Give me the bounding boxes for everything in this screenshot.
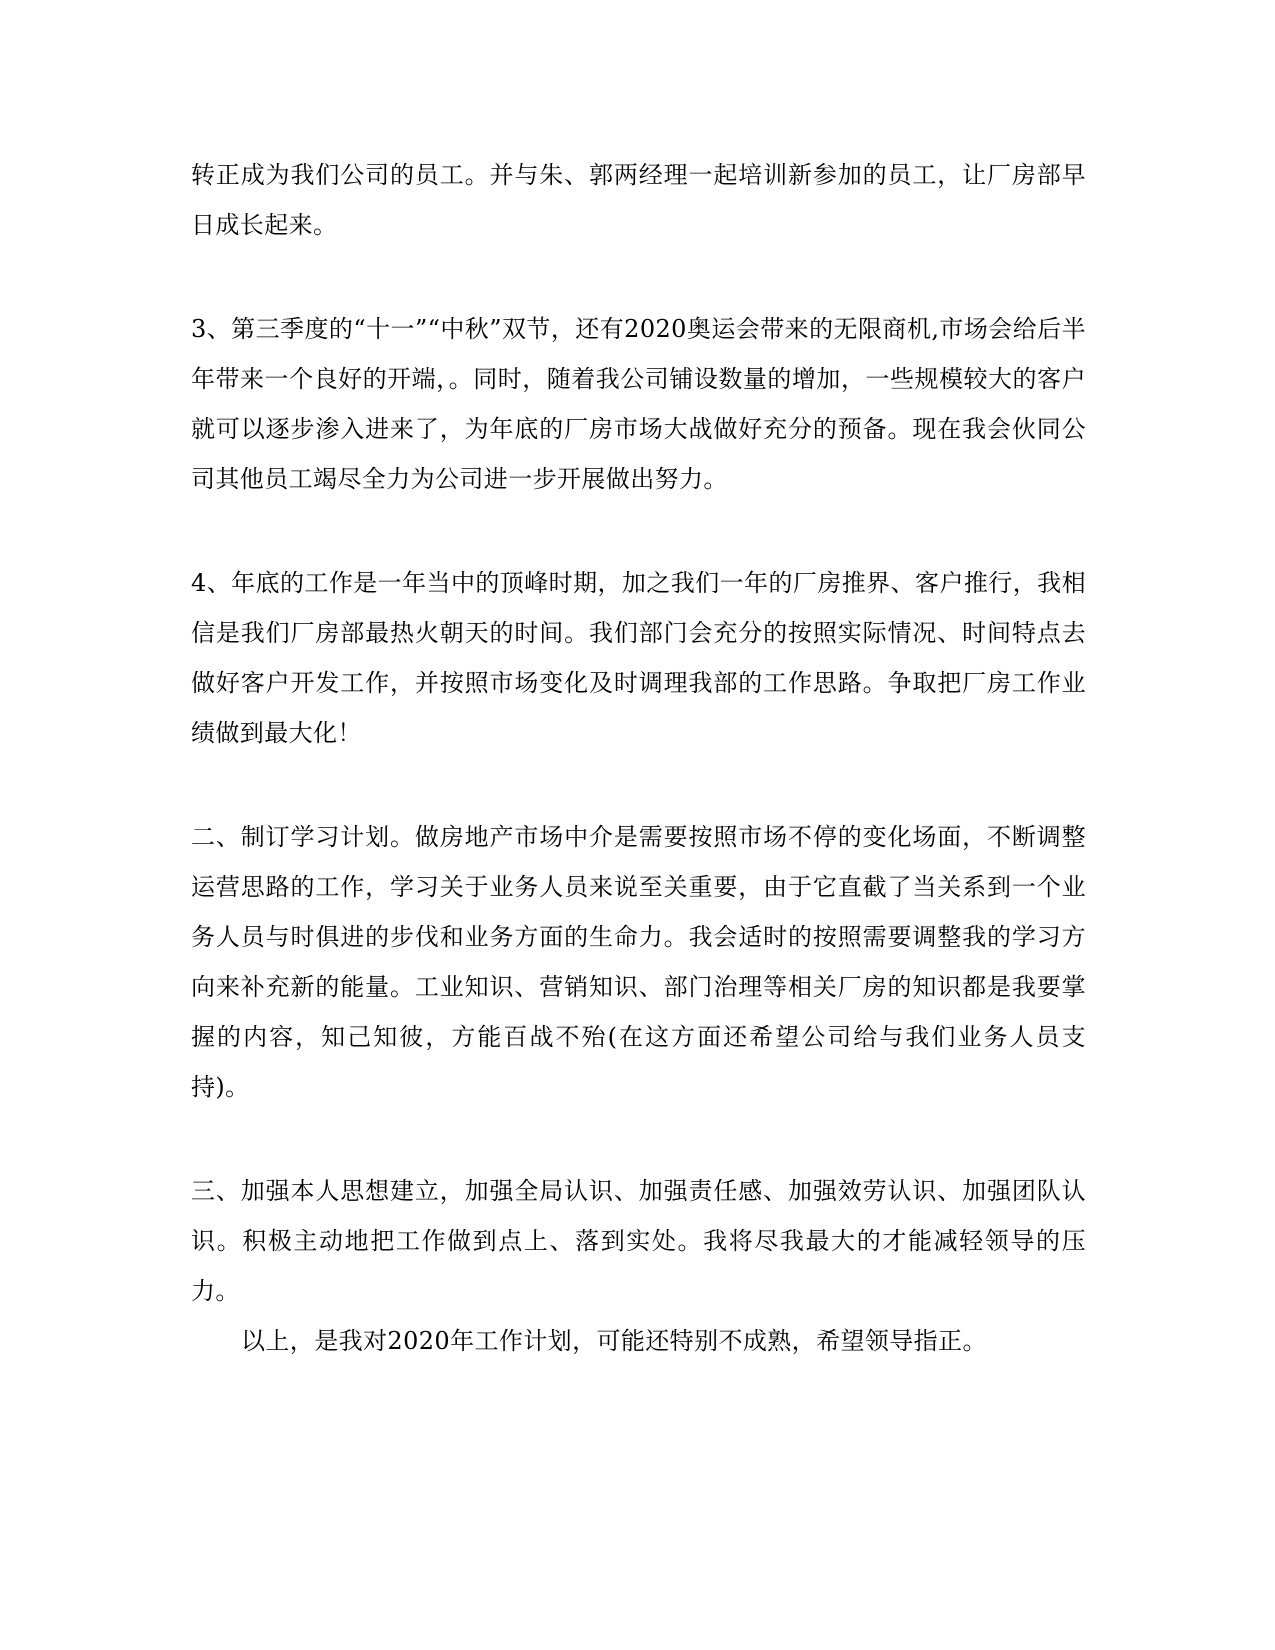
paragraph-gap [191,250,1086,304]
paragraph-item-3: 3、第三季度的“十一”“中秋”双节，还有2020奥运会带来的无限商机,市场会给后半年带来一个良好的开端，。同时，随着我公司铺设数量的增加，一些规模较大的客户就可以逐步渗入进来了，为年底的厂房市场大战做好充分的预备。现在我会伙同公司其他员工竭尽全力为公司进一步开展做出努力。 [191,315,1086,493]
paragraph-gap [191,758,1086,812]
document-body [191,150,1086,1366]
paragraph-item-4: 4、年底的工作是一年当中的顶峰时期，加之我们一年的厂房推界、客户推行，我相信是我们厂房部最热火朝天的时间。我们部门会充分的按照实际情况、时间特点去做好客户开发工作，并按照市场变化及时调理我部的工作思路。争取把厂房工作业绩做到最大化！ [191,569,1086,747]
paragraph-section-3-self-improvement: 三、加强本人思想建立，加强全局认识、加强责任感、加强效劳认识、加强团队认识。积极主动地把工作做到点上、落到实处。我将尽我最大的才能减轻领导的压力。 [191,1177,1086,1305]
paragraph-closing: 以上，是我对2020年工作计划，可能还特别不成熟，希望领导指正。 [241,1327,987,1355]
paragraph-gap [191,1112,1086,1166]
paragraph-continuation: 转正成为我们公司的员工。并与朱、郭两经理一起培训新参加的员工，让厂房部早日成长起来。 [191,161,1086,239]
paragraph-gap [191,504,1086,558]
paragraph-section-2-study-plan: 二、制订学习计划。做房地产市场中介是需要按照市场不停的变化场面，不断调整运营思路的工作，学习关于业务人员来说至关重要，由于它直截了当关系到一个业务人员与时俱进的步伐和业务方面的生命力。我会适时的按照需要调整我的学习方向来补充新的能量。工业知识、营销知识、部门治理等相关厂房的知识都是我要掌握的内容，知己知彼，方能百战不殆(在这方面还希望公司给与我们业务人员支持)。 [191,823,1086,1101]
